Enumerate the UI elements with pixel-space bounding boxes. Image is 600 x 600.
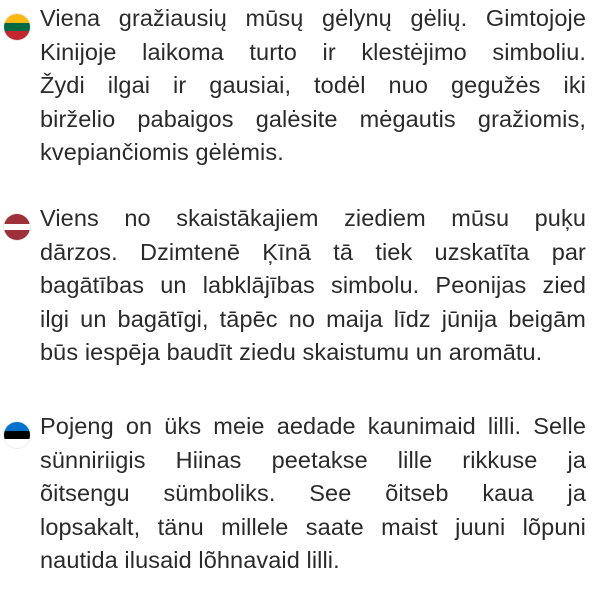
text-line: dārzos. Dzimtenē Ķīnā tā tiek uzskatīta par: [40, 238, 586, 265]
text-line: bagātības un labklājības simbolu. Peonijas zied: [40, 272, 586, 298]
text-line: Kinijoje laikoma turto ir klestėjimo simboliu.: [40, 38, 586, 65]
lithuania-flag-icon: [4, 14, 30, 40]
text-line: kvepiančiomis gėlėmis.: [40, 139, 284, 165]
text-line: Viens no skaistākajiem ziediem mūsu puķu: [40, 205, 586, 231]
text-line: lopsakalt, tänu millele saate maist juuni lõpuni: [40, 513, 586, 540]
text-line: ilgi un bagātīgi, tāpēc no maija līdz jūnija beigām: [40, 305, 586, 332]
paragraph-lithuanian: [40, 2, 586, 170]
text-line: Viena gražiausių mūsų gėlynų gėlių. Gimtojoje: [40, 5, 586, 31]
text-line: Žydi ilgai ir gausiai, todėl nuo gegužės iki: [40, 72, 586, 98]
text-line: birželio pabaigos galėsite mėgautis gražiomis,: [40, 105, 586, 132]
text-line: Pojeng on üks meie aedade kaunimaid lilli. Selle: [40, 413, 586, 439]
latvia-flag-icon: [4, 214, 30, 240]
text-line: nautida ilusaid lõhnavaid lilli.: [40, 547, 340, 573]
text-line: sünniriigis Hiinas peetakse lille rikkuse ja: [40, 446, 586, 473]
text-line: būs iespēja baudīt ziedu skaistumu un aromātu.: [40, 339, 543, 365]
paragraph-estonian: [40, 410, 586, 578]
estonia-flag-icon: [4, 422, 30, 448]
text-line: õitsengu sümboliks. See õitseb kaua ja: [40, 480, 586, 506]
paragraph-latvian: [40, 202, 586, 370]
